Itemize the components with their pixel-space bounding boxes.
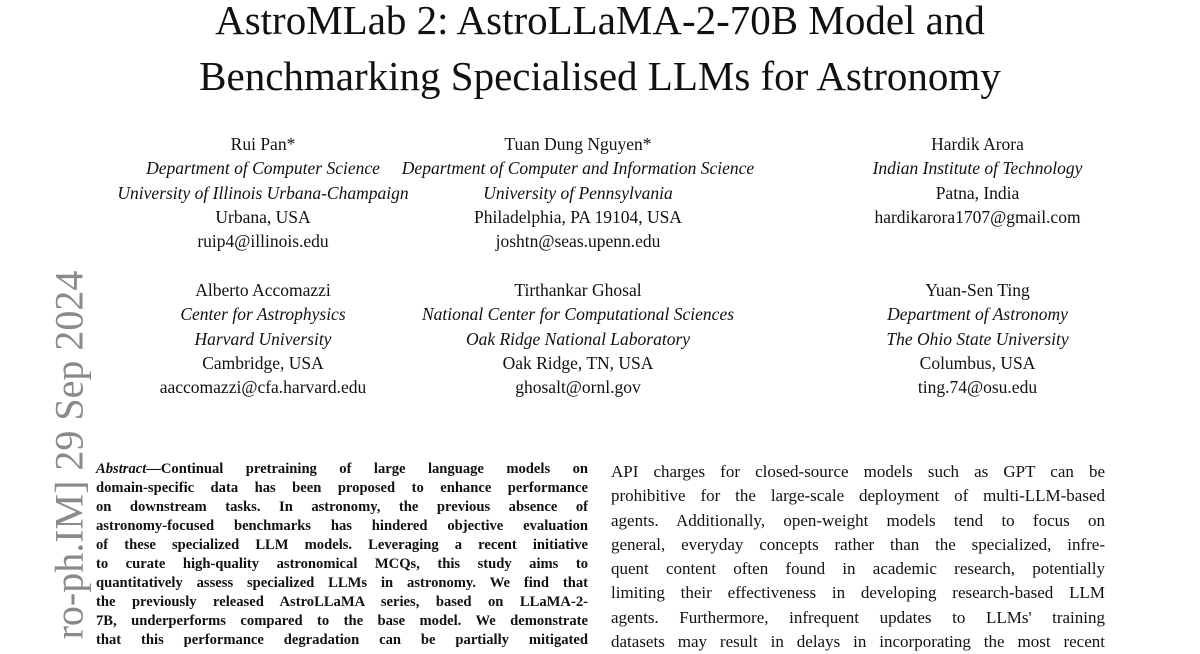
author-name: Tirthankar Ghosal <box>514 280 642 300</box>
author-location: Columbus, USA <box>919 352 1036 373</box>
body-line: datasets may result in delays in incorporating the most recent <box>611 632 1105 652</box>
author-department: Indian Institute of Technology <box>872 158 1083 179</box>
abstract-line: that this performance degradation can be partially mitigated <box>96 632 588 648</box>
abstract-line: domain-specific data has been proposed to enhance performance <box>96 480 588 496</box>
author-organization: Oak Ridge National Laboratory <box>465 328 691 349</box>
author-organization: The Ohio State University <box>886 328 1069 349</box>
author-block <box>398 132 758 253</box>
author-email: ruip4@illinois.edu <box>197 231 329 252</box>
body-line: API charges for closed-source models such as GPT can be <box>611 462 1105 481</box>
author-email: ghosalt@ornl.gov <box>515 377 641 398</box>
author-organization: University of Illinois Urbana-Champaign <box>117 182 409 203</box>
author-organization: Harvard University <box>194 328 332 349</box>
body-line: agents. Additionally, open-weight models tend to focus on <box>611 510 1105 530</box>
author-department: National Center for Computational Sciences <box>421 304 735 325</box>
paper-title-line-2: Benchmarking Specialised LLMs for Astronomy <box>199 53 1001 99</box>
author-block <box>855 132 1100 229</box>
body-line: quent content often found in academic research, potentially <box>611 559 1105 579</box>
author-department: Department of Computer Science <box>146 158 380 179</box>
author-department: Center for Astrophysics <box>180 304 346 325</box>
abstract-line: on downstream tasks. In astronomy, the previous absence of <box>96 499 588 515</box>
author-location: Cambridge, USA <box>202 352 324 373</box>
author-block <box>96 278 430 399</box>
author-block <box>96 132 430 253</box>
author-block <box>398 278 758 399</box>
abstract-line: 7B, underperforms compared to the base model. We demonstrate <box>96 613 588 629</box>
author-location: Patna, India <box>935 182 1020 203</box>
body-line: general, everyday concepts rather than the specialized, infre- <box>611 534 1105 554</box>
abstract-line: Abstract—Continual pretraining of large language models on <box>96 461 588 477</box>
body-line: limiting their effectiveness in developing research-based LLM <box>611 583 1105 603</box>
abstract-line: to curate high-quality astronomical MCQs, this study aims to <box>96 556 588 572</box>
author-email: joshtn@seas.upenn.edu <box>495 231 661 252</box>
body-column-right <box>611 460 1105 654</box>
author-name: Alberto Accomazzi <box>195 280 331 300</box>
author-email: aaccomazzi@cfa.harvard.edu <box>159 377 367 398</box>
abstract-line: of these specialized LLM models. Leveraging a recent initiative <box>96 537 588 553</box>
abstract-lead: Abstract <box>96 461 147 477</box>
author-organization: University of Pennsylvania <box>483 182 673 203</box>
author-name: Yuan-Sen Ting <box>925 280 1030 300</box>
abstract-line: the previously released AstroLLaMA series, based on LLaMA-2- <box>96 594 588 610</box>
author-name: Rui Pan* <box>230 134 296 154</box>
author-name: Tuan Dung Nguyen* <box>504 134 652 154</box>
author-name: Hardik Arora <box>931 134 1024 154</box>
arxiv-side-stamp: ro-ph.IM] 29 Sep 2024 <box>46 270 92 640</box>
abstract-line: quantitatively assess specialized LLMs in astronomy. We find that <box>96 575 588 591</box>
body-line: prohibitive for the large-scale deployment of multi-LLM-based <box>611 486 1105 506</box>
author-department: Department of Computer and Information Science <box>401 158 755 179</box>
abstract <box>96 460 588 650</box>
body-line: agents. Furthermore, infrequent updates to LLMs' training <box>611 607 1105 627</box>
author-email: ting.74@osu.edu <box>917 377 1038 398</box>
author-location: Philadelphia, PA 19104, USA <box>474 206 682 227</box>
author-department: Department of Astronomy <box>887 304 1068 325</box>
paper-title-line-1: AstroMLab 2: AstroLLaMA-2-70B Model and <box>215 0 985 43</box>
author-location: Urbana, USA <box>215 206 311 227</box>
author-location: Oak Ridge, TN, USA <box>502 352 654 373</box>
author-block <box>855 278 1100 399</box>
author-email: hardikarora1707@gmail.com <box>874 206 1081 227</box>
abstract-line: astronomy-focused benchmarks has hindered objective evaluation <box>96 518 588 534</box>
